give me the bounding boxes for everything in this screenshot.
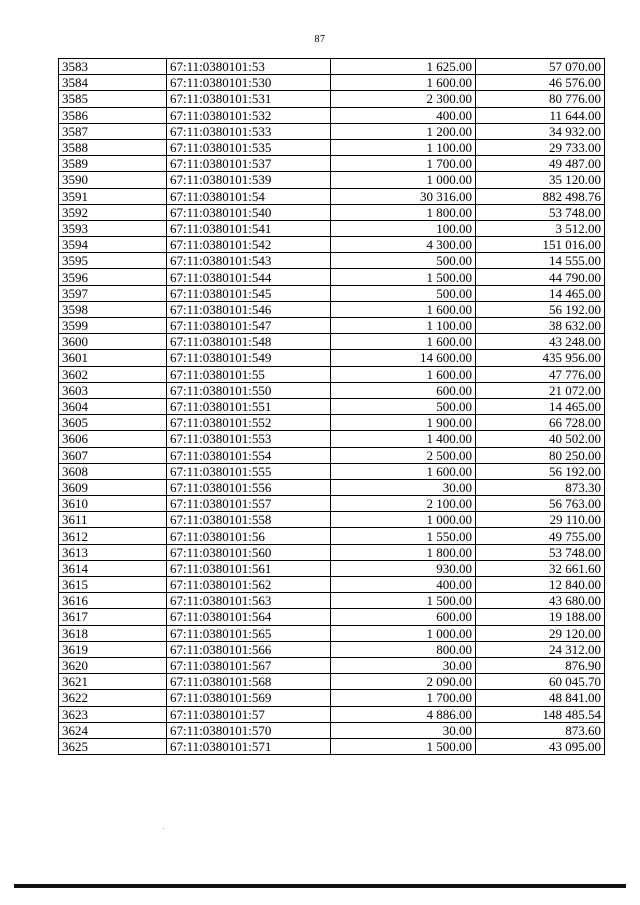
area-cell: 1 625.00 (331, 59, 476, 75)
row-number-cell: 3623 (59, 706, 167, 722)
area-cell: 1 700.00 (331, 690, 476, 706)
table-row (59, 139, 605, 155)
area-cell: 100.00 (331, 220, 476, 236)
area-cell: 2 300.00 (331, 91, 476, 107)
table-row (59, 237, 605, 253)
table-row (59, 204, 605, 220)
row-number-cell: 3586 (59, 107, 167, 123)
cadastral-number-cell: 67:11:0380101:569 (167, 690, 331, 706)
row-number-cell: 3617 (59, 609, 167, 625)
value-cell: 40 502.00 (476, 431, 605, 447)
area-cell: 1 900.00 (331, 415, 476, 431)
row-number-cell: 3599 (59, 318, 167, 334)
area-cell: 1 100.00 (331, 139, 476, 155)
table-row (59, 496, 605, 512)
value-cell: 29 110.00 (476, 512, 605, 528)
cadastral-number-cell: 67:11:0380101:562 (167, 577, 331, 593)
value-cell: 148 485.54 (476, 706, 605, 722)
area-cell: 30.00 (331, 722, 476, 738)
table-row (59, 609, 605, 625)
table-row (59, 285, 605, 301)
area-cell: 30.00 (331, 479, 476, 495)
value-cell: 43 248.00 (476, 334, 605, 350)
table-row (59, 75, 605, 91)
cadastral-number-cell: 67:11:0380101:56 (167, 528, 331, 544)
area-cell: 1 000.00 (331, 512, 476, 528)
area-cell: 1 500.00 (331, 269, 476, 285)
row-number-cell: 3598 (59, 301, 167, 317)
value-cell: 46 576.00 (476, 75, 605, 91)
row-number-cell: 3596 (59, 269, 167, 285)
table-row (59, 625, 605, 641)
area-cell: 1 600.00 (331, 75, 476, 91)
value-cell: 21 072.00 (476, 382, 605, 398)
value-cell: 3 512.00 (476, 220, 605, 236)
row-number-cell: 3608 (59, 463, 167, 479)
cadastral-number-cell: 67:11:0380101:539 (167, 172, 331, 188)
cadastral-number-cell: 67:11:0380101:553 (167, 431, 331, 447)
value-cell: 151 016.00 (476, 237, 605, 253)
area-cell: 14 600.00 (331, 350, 476, 366)
cadastral-number-cell: 67:11:0380101:557 (167, 496, 331, 512)
table-row (59, 447, 605, 463)
area-cell: 1 000.00 (331, 172, 476, 188)
table-row (59, 415, 605, 431)
row-number-cell: 3605 (59, 415, 167, 431)
row-number-cell: 3618 (59, 625, 167, 641)
area-cell: 1 500.00 (331, 738, 476, 754)
table-row (59, 738, 605, 754)
value-cell: 34 932.00 (476, 123, 605, 139)
value-cell: 29 120.00 (476, 625, 605, 641)
table-row (59, 382, 605, 398)
table-row (59, 431, 605, 447)
row-number-cell: 3604 (59, 398, 167, 414)
area-cell: 400.00 (331, 107, 476, 123)
cadastral-number-cell: 67:11:0380101:543 (167, 253, 331, 269)
table-row (59, 91, 605, 107)
table-row (59, 107, 605, 123)
cadastral-number-cell: 67:11:0380101:544 (167, 269, 331, 285)
page-number: 87 (314, 34, 326, 45)
value-cell: 53 748.00 (476, 544, 605, 560)
cadastral-number-cell: 67:11:0380101:565 (167, 625, 331, 641)
area-cell: 1 800.00 (331, 544, 476, 560)
value-cell: 44 790.00 (476, 269, 605, 285)
value-cell: 12 840.00 (476, 577, 605, 593)
row-number-cell: 3613 (59, 544, 167, 560)
table-row (59, 156, 605, 172)
table-row (59, 366, 605, 382)
value-cell: 873.30 (476, 479, 605, 495)
value-cell: 48 841.00 (476, 690, 605, 706)
row-number-cell: 3607 (59, 447, 167, 463)
cadastral-number-cell: 67:11:0380101:55 (167, 366, 331, 382)
table-row (59, 269, 605, 285)
table-body (59, 59, 605, 755)
cadastral-number-cell: 67:11:0380101:554 (167, 447, 331, 463)
cadastral-number-cell: 67:11:0380101:533 (167, 123, 331, 139)
row-number-cell: 3612 (59, 528, 167, 544)
cadastral-number-cell: 67:11:0380101:561 (167, 560, 331, 576)
area-cell: 1 600.00 (331, 334, 476, 350)
cadastral-number-cell: 67:11:0380101:540 (167, 204, 331, 220)
value-cell: 14 465.00 (476, 285, 605, 301)
area-cell: 1 600.00 (331, 301, 476, 317)
row-number-cell: 3610 (59, 496, 167, 512)
area-cell: 1 200.00 (331, 123, 476, 139)
cadastral-number-cell: 67:11:0380101:541 (167, 220, 331, 236)
cadastral-number-cell: 67:11:0380101:550 (167, 382, 331, 398)
area-cell: 1 500.00 (331, 593, 476, 609)
table-row (59, 722, 605, 738)
value-cell: 56 192.00 (476, 301, 605, 317)
value-cell: 66 728.00 (476, 415, 605, 431)
row-number-cell: 3624 (59, 722, 167, 738)
row-number-cell: 3592 (59, 204, 167, 220)
row-number-cell: 3614 (59, 560, 167, 576)
cadastral-number-cell: 67:11:0380101:552 (167, 415, 331, 431)
area-cell: 2 500.00 (331, 447, 476, 463)
row-number-cell: 3585 (59, 91, 167, 107)
cadastral-number-cell: 67:11:0380101:566 (167, 641, 331, 657)
table-row (59, 706, 605, 722)
row-number-cell: 3606 (59, 431, 167, 447)
table-row (59, 172, 605, 188)
value-cell: 14 555.00 (476, 253, 605, 269)
area-cell: 930.00 (331, 560, 476, 576)
table-row (59, 528, 605, 544)
value-cell: 80 250.00 (476, 447, 605, 463)
row-number-cell: 3616 (59, 593, 167, 609)
row-number-cell: 3621 (59, 674, 167, 690)
value-cell: 35 120.00 (476, 172, 605, 188)
area-cell: 30 316.00 (331, 188, 476, 204)
area-cell: 1 700.00 (331, 156, 476, 172)
table-row (59, 59, 605, 75)
cadastral-number-cell: 67:11:0380101:545 (167, 285, 331, 301)
row-number-cell: 3595 (59, 253, 167, 269)
area-cell: 400.00 (331, 577, 476, 593)
value-cell: 49 487.00 (476, 156, 605, 172)
value-cell: 11 644.00 (476, 107, 605, 123)
area-cell: 4 300.00 (331, 237, 476, 253)
row-number-cell: 3603 (59, 382, 167, 398)
cadastral-number-cell: 67:11:0380101:560 (167, 544, 331, 560)
cadastral-number-cell: 67:11:0380101:570 (167, 722, 331, 738)
cadastral-number-cell: 67:11:0380101:549 (167, 350, 331, 366)
value-cell: 19 188.00 (476, 609, 605, 625)
row-number-cell: 3597 (59, 285, 167, 301)
scan-artifact (163, 828, 164, 829)
cadastral-number-cell: 67:11:0380101:54 (167, 188, 331, 204)
table-row (59, 593, 605, 609)
area-cell: 4 886.00 (331, 706, 476, 722)
cadastral-number-cell: 67:11:0380101:567 (167, 657, 331, 673)
area-cell: 500.00 (331, 253, 476, 269)
row-number-cell: 3609 (59, 479, 167, 495)
value-cell: 43 680.00 (476, 593, 605, 609)
table-row (59, 463, 605, 479)
value-cell: 435 956.00 (476, 350, 605, 366)
cadastral-number-cell: 67:11:0380101:571 (167, 738, 331, 754)
table-row (59, 318, 605, 334)
area-cell: 30.00 (331, 657, 476, 673)
area-cell: 500.00 (331, 398, 476, 414)
row-number-cell: 3625 (59, 738, 167, 754)
cadastral-number-cell: 67:11:0380101:556 (167, 479, 331, 495)
row-number-cell: 3593 (59, 220, 167, 236)
cadastral-number-cell: 67:11:0380101:564 (167, 609, 331, 625)
area-cell: 2 090.00 (331, 674, 476, 690)
area-cell: 800.00 (331, 641, 476, 657)
cadastral-number-cell: 67:11:0380101:53 (167, 59, 331, 75)
value-cell: 56 192.00 (476, 463, 605, 479)
cadastral-number-cell: 67:11:0380101:558 (167, 512, 331, 528)
area-cell: 1 000.00 (331, 625, 476, 641)
cadastral-number-cell: 67:11:0380101:551 (167, 398, 331, 414)
table-row (59, 398, 605, 414)
value-cell: 47 776.00 (476, 366, 605, 382)
area-cell: 1 550.00 (331, 528, 476, 544)
row-number-cell: 3619 (59, 641, 167, 657)
area-cell: 1 600.00 (331, 463, 476, 479)
row-number-cell: 3590 (59, 172, 167, 188)
table-row (59, 334, 605, 350)
value-cell: 53 748.00 (476, 204, 605, 220)
table-row (59, 220, 605, 236)
row-number-cell: 3589 (59, 156, 167, 172)
table-row (59, 641, 605, 657)
value-cell: 38 632.00 (476, 318, 605, 334)
table-row (59, 512, 605, 528)
cadastral-number-cell: 67:11:0380101:530 (167, 75, 331, 91)
area-cell: 600.00 (331, 382, 476, 398)
value-cell: 873.60 (476, 722, 605, 738)
value-cell: 32 661.60 (476, 560, 605, 576)
table-row (59, 657, 605, 673)
table-row (59, 544, 605, 560)
value-cell: 29 733.00 (476, 139, 605, 155)
row-number-cell: 3611 (59, 512, 167, 528)
row-number-cell: 3615 (59, 577, 167, 593)
value-cell: 882 498.76 (476, 188, 605, 204)
table-row (59, 690, 605, 706)
cadastral-number-cell: 67:11:0380101:542 (167, 237, 331, 253)
area-cell: 1 100.00 (331, 318, 476, 334)
table-row (59, 253, 605, 269)
table-row (59, 350, 605, 366)
row-number-cell: 3584 (59, 75, 167, 91)
table-row (59, 123, 605, 139)
land-plots-table (58, 58, 605, 755)
table-row (59, 479, 605, 495)
table-row (59, 188, 605, 204)
value-cell: 80 776.00 (476, 91, 605, 107)
value-cell: 60 045.70 (476, 674, 605, 690)
row-number-cell: 3622 (59, 690, 167, 706)
row-number-cell: 3601 (59, 350, 167, 366)
table-row (59, 301, 605, 317)
cadastral-number-cell: 67:11:0380101:563 (167, 593, 331, 609)
cadastral-number-cell: 67:11:0380101:547 (167, 318, 331, 334)
value-cell: 14 465.00 (476, 398, 605, 414)
value-cell: 49 755.00 (476, 528, 605, 544)
footer-rule (14, 884, 626, 888)
area-cell: 1 800.00 (331, 204, 476, 220)
row-number-cell: 3602 (59, 366, 167, 382)
area-cell: 600.00 (331, 609, 476, 625)
value-cell: 24 312.00 (476, 641, 605, 657)
cadastral-number-cell: 67:11:0380101:535 (167, 139, 331, 155)
area-cell: 1 400.00 (331, 431, 476, 447)
cadastral-number-cell: 67:11:0380101:531 (167, 91, 331, 107)
row-number-cell: 3620 (59, 657, 167, 673)
cadastral-number-cell: 67:11:0380101:537 (167, 156, 331, 172)
row-number-cell: 3600 (59, 334, 167, 350)
value-cell: 57 070.00 (476, 59, 605, 75)
area-cell: 1 600.00 (331, 366, 476, 382)
cadastral-number-cell: 67:11:0380101:548 (167, 334, 331, 350)
cadastral-number-cell: 67:11:0380101:555 (167, 463, 331, 479)
area-cell: 2 100.00 (331, 496, 476, 512)
cadastral-number-cell: 67:11:0380101:568 (167, 674, 331, 690)
row-number-cell: 3583 (59, 59, 167, 75)
row-number-cell: 3587 (59, 123, 167, 139)
value-cell: 56 763.00 (476, 496, 605, 512)
table-row (59, 577, 605, 593)
cadastral-number-cell: 67:11:0380101:532 (167, 107, 331, 123)
value-cell: 43 095.00 (476, 738, 605, 754)
row-number-cell: 3594 (59, 237, 167, 253)
value-cell: 876.90 (476, 657, 605, 673)
row-number-cell: 3588 (59, 139, 167, 155)
cadastral-number-cell: 67:11:0380101:57 (167, 706, 331, 722)
row-number-cell: 3591 (59, 188, 167, 204)
table-row (59, 560, 605, 576)
area-cell: 500.00 (331, 285, 476, 301)
cadastral-number-cell: 67:11:0380101:546 (167, 301, 331, 317)
table-row (59, 674, 605, 690)
